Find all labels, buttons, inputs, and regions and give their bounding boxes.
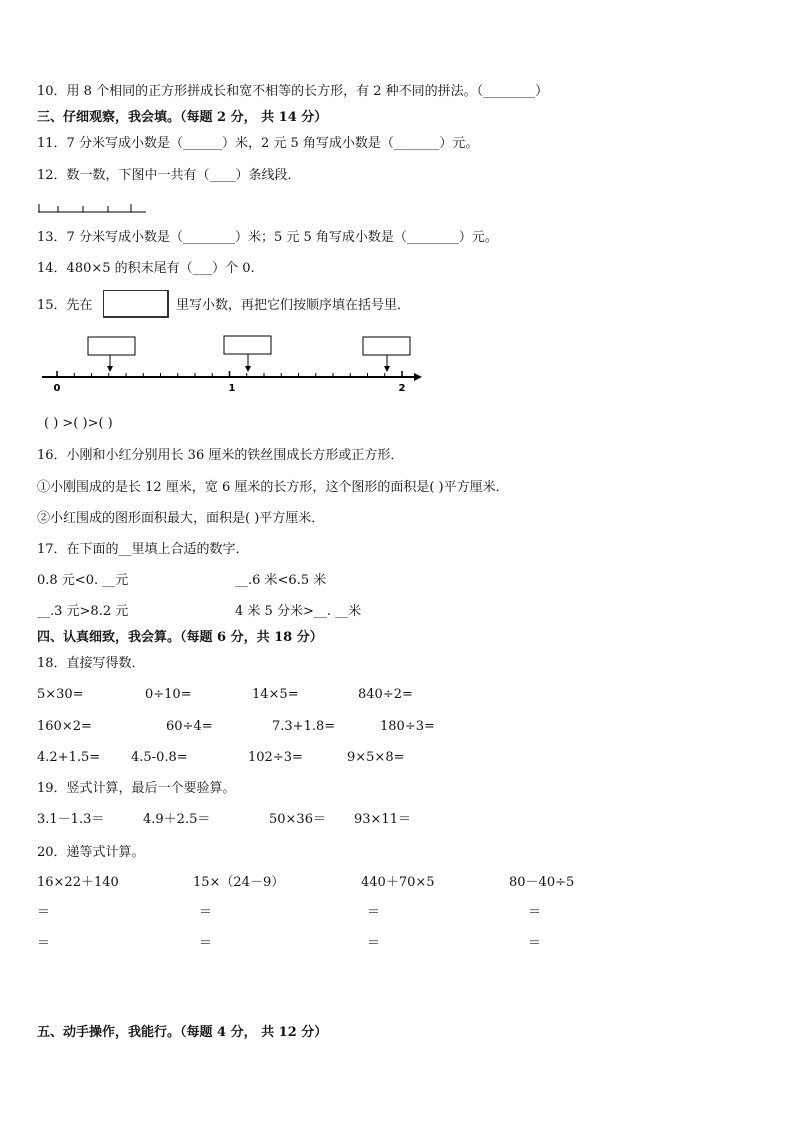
number-line [38,334,426,396]
q18-item: 0÷10= [145,687,192,702]
number-line-box-3[interactable] [363,337,410,355]
tick-label-2: 2 [398,383,406,394]
question-18: 18．直接写得数． [37,656,145,671]
tick-label-1: 1 [228,383,236,394]
q20-equals: ＝ [528,905,542,920]
section-5-heading: 五、动手操作，我能行。（每题 4 分， 共 12 分） [37,1025,328,1040]
q18-item: 840÷2= [358,687,413,702]
q20-equals: ＝ [528,936,542,951]
number-line-box-1[interactable] [88,337,135,355]
q18-item: 4.5-0.8= [131,750,188,765]
number-line-box-2[interactable] [224,336,271,354]
question-16-part-2: ②小红围成的图形面积最大，面积是( )平方厘米． [37,511,325,526]
question-10: 10．用 8 个相同的正方形拼成长和宽不相等的长方形，有 2 种不同的拼法。（________） [37,84,549,99]
q20-equals: ＝ [37,905,51,920]
q18-item: 9×5×8= [347,750,405,765]
q17-item: 0.8 元<0. __元 [37,573,129,588]
q18-item: 60÷4= [166,719,213,734]
section-4-heading: 四、认真细致，我会算。（每题 6 分，共 18 分） [37,630,323,645]
q19-item: 93×11＝ [354,812,411,827]
question-15-prefix: 15．先在 [37,298,93,313]
question-17: 17．在下面的__里填上合适的数字． [37,542,249,557]
q17-item: 4 米 5 分米>__. __米 [235,604,362,619]
q18-item: 180÷3= [380,719,435,734]
question-15-suffix: 里写小数，再把它们按顺序填在括号里． [176,298,411,313]
q20-equals: ＝ [199,905,213,920]
q18-item: 5×30= [37,687,84,702]
q18-item: 102÷3= [248,750,303,765]
question-16: 16．小刚和小红分别用长 36 厘米的铁丝围成长方形或正方形． [37,448,404,463]
section-3-heading: 三、仔细观察，我会填。（每题 2 分， 共 14 分） [37,110,328,125]
question-12: 12．数一数，下图中一共有（____）条线段． [37,168,301,183]
q20-item: 440＋70×5 [361,875,435,890]
question-14: 14．480×5 的积末尾有（___）个 0. [37,261,255,276]
tick-label-0: 0 [53,383,61,394]
q20-item: 15×（24－9） [193,875,285,890]
q20-equals: ＝ [37,936,51,951]
q19-item: 4.9＋2.5＝ [143,812,211,827]
q15-answer-box[interactable] [103,290,169,318]
q18-item: 7.3+1.8= [272,719,336,734]
segment-figure [36,200,150,216]
q19-item: 50×36＝ [269,812,326,827]
question-20: 20．递等式计算。 [37,845,145,860]
q20-equals: ＝ [199,936,213,951]
q20-equals: ＝ [367,905,381,920]
question-16-part-1: ①小刚围成的是长 12 厘米，宽 6 厘米的长方形，这个图形的面积是( )平方厘米． [37,480,509,495]
q17-item: __.3 元>8.2 元 [37,604,129,619]
q17-item: __.6 米<6.5 米 [235,573,327,588]
q18-item: 14×5= [252,687,299,702]
q18-item: 160×2= [37,719,92,734]
question-11: 11．7 分米写成小数是（______）米，2 元 5 角写成小数是（_______）元。 [37,136,479,151]
question-13: 13．7 分米写成小数是（________）米；5 元 5 角写成小数是（________）元。 [37,230,498,245]
question-19: 19．竖式计算，最后一个要验算。 [37,781,236,796]
question-15-order: ( ) >( )>( ) [44,416,113,431]
q18-item: 4.2+1.5= [37,750,101,765]
q19-item: 3.1－1.3＝ [37,812,105,827]
q20-equals: ＝ [367,936,381,951]
q20-item: 80－40÷5 [509,875,575,890]
q20-item: 16×22＋140 [37,875,119,890]
